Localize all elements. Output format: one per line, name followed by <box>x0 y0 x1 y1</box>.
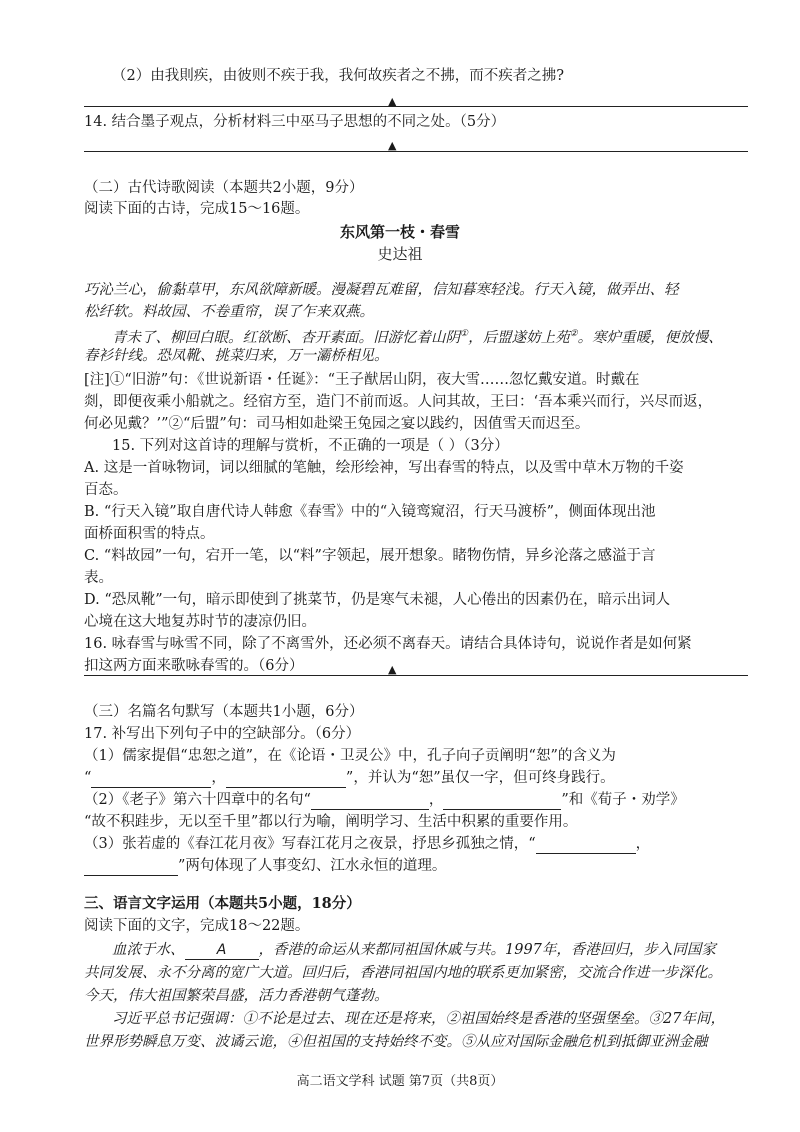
option-c-cont: 表。 <box>84 570 113 586</box>
question-17: 17. 补写出下列句子中的空缺部分。（6分） <box>84 726 361 742</box>
question-13-2: （2）由我則疾，由彼则不疾于我，我何故疾者之不拂，而不疾者之拂? <box>112 68 564 84</box>
passage-line: 血浓于水、 A ，香港的命运从来都同祖国休戚与共。1997年，香港回归，步入同国家 <box>112 942 716 958</box>
poem-title: 东风第一枝・春雪 <box>339 223 460 241</box>
answer-line <box>84 151 748 152</box>
answer-mark: ▲ <box>388 95 397 108</box>
answer-mark: ▲ <box>388 139 397 152</box>
option-c: C. “料故园”一句，宕开一笔，以“料”字领起，展开想象。睹物伤情，异乡沦落之感溢于言 <box>84 548 656 564</box>
blank-a[interactable]: A <box>185 942 259 960</box>
poem-note: 何必见戴？’”②“后盟”句：司马相如赴梁王兔园之宴以践约，因值雪天而迟至。 <box>84 416 590 432</box>
fill-blank[interactable] <box>536 838 636 854</box>
option-b-cont: 面桥面积雪的特点。 <box>84 526 215 542</box>
poem-line: 松纤软。料故园、不卷重帘，误了乍来双燕。 <box>84 304 374 320</box>
answer-mark: ▲ <box>388 663 397 676</box>
poem-line: 青未了、柳回白眼。红欲断、杏开素面。旧游忆着山阴①，后盟遂妨上苑②。寒炉重暖，便放慢、 <box>112 329 723 346</box>
footnote-marker-1: ① <box>460 329 469 339</box>
fill-blank[interactable] <box>226 772 346 788</box>
question-14: 14. 结合墨子观点，分析材料三中巫马子思想的不同之处。（5分） <box>84 114 506 130</box>
poetry-instruction: 阅读下面的古诗，完成15～16题。 <box>84 201 310 217</box>
fill-blank[interactable] <box>91 772 211 788</box>
dictation-item-3: （3）张若虚的《春江花月夜》写春江花月之夜景，抒思乡孤独之情，“ ， <box>84 836 651 852</box>
poem-author: 史达祖 <box>377 245 423 263</box>
poetry-section-heading: （二）古代诗歌阅读（本题共2小题，9分） <box>84 180 364 196</box>
poem-note: 剡，即便夜乘小船就之。经宿方至，造门不前而返。人问其故，王曰：‘吾本乘兴而行，兴尽而返， <box>84 394 713 410</box>
dictation-item-2: （2）《老子》第六十四章中的名句“ ， ”和《荀子・劝学》 <box>84 792 685 808</box>
passage-line: 世界形势瞬息万变、波谲云诡，④但祖国的支持始终不变。⑤从应对国际金融危机到抵御亚洲金融 <box>84 1034 708 1050</box>
fill-blank[interactable] <box>443 794 561 810</box>
poem-line: 巧沁兰心，偷黏草甲，东风欲障新暖。漫凝碧瓦难留，信知暮寒轻浅。行天入镜，做弄出、轻 <box>84 282 679 298</box>
fill-blank[interactable] <box>311 794 429 810</box>
passage-line: 习近平总书记强调：①不论是过去、现在还是将来，②祖国始终是香港的坚强堡垒。③27年间， <box>112 1011 725 1027</box>
fill-blank[interactable] <box>84 860 178 876</box>
footnote-marker-2: ② <box>569 329 578 339</box>
dictation-item-1: （1）儒家提倡“忠恕之道”，在《论语・卫灵公》中，孔子向子贡阐明“恕”的含义为 <box>84 748 616 764</box>
question-15-stem: 15. 下列对这首诗的理解与赏析，不正确的一项是（ ）（3分） <box>112 438 509 454</box>
part-3-instruction: 阅读下面的文字，完成18～22题。 <box>84 918 310 934</box>
page-footer: 高二语文学科 试题 第7页（共8页） <box>296 1074 504 1089</box>
part-3-heading: 三、语言文字运用（本题共5小题，18分） <box>84 895 361 912</box>
passage-line: 共同发展、永不分离的宽广大道。回归后，香港同祖国内地的联系更加紧密，交流合作进一步深化。 <box>84 965 722 981</box>
poem-note: [注]①“旧游”句：《世说新语・任诞》：“王子猷居山阴，夜大雪……忽忆戴安道。时戴在 <box>84 372 640 388</box>
question-16-cont: 扣这两方面来歌咏春雪的。（6分） <box>84 658 304 674</box>
option-a: A. 这是一首咏物词，词以细腻的笔触，绘形绘神，写出春雪的特点，以及雪中草木万物的千姿 <box>84 460 684 476</box>
dictation-item-1-blanks: “ ， ”，并认为“恕”虽仅一字，但可终身践行。 <box>84 770 615 786</box>
answer-line <box>84 675 748 676</box>
passage-line: 今天，伟大祖国繁荣昌盛，活力香港朝气蓬勃。 <box>84 988 389 1004</box>
option-b: B. “行天入镜”取自唐代诗人韩愈《春雪》中的“入镜鸾窥沼，行天马渡桥”，侧面体现出池 <box>84 504 656 520</box>
option-a-cont: 百态。 <box>84 482 128 498</box>
dictation-section-heading: （三）名篇名句默写（本题共1小题，6分） <box>84 704 364 720</box>
poem-line: 春衫针线。恐凤靴、挑菜归来，万一灞桥相见。 <box>84 348 389 364</box>
question-16: 16. 咏春雪与咏雪不同，除了不离雪外，还必须不离春天。请结合具体诗句，说说作者是如何紧 <box>84 636 692 652</box>
option-d-cont: 心境在这大地复苏时节的凄凉仍旧。 <box>84 614 316 630</box>
answer-line <box>84 106 748 107</box>
option-d: D. “恐凤靴”一句，暗示即使到了挑菜节，仍是寒气未褪，人心倦出的因素仍在，暗示出词人 <box>84 592 671 608</box>
dictation-item-3-cont: ”两句体现了人事变幻、江水永恒的道理。 <box>84 856 446 876</box>
dictation-item-2-cont: “故不积跬步，无以至千里”都以行为喻，阐明学习、生活中积累的重要作用。 <box>84 814 578 830</box>
